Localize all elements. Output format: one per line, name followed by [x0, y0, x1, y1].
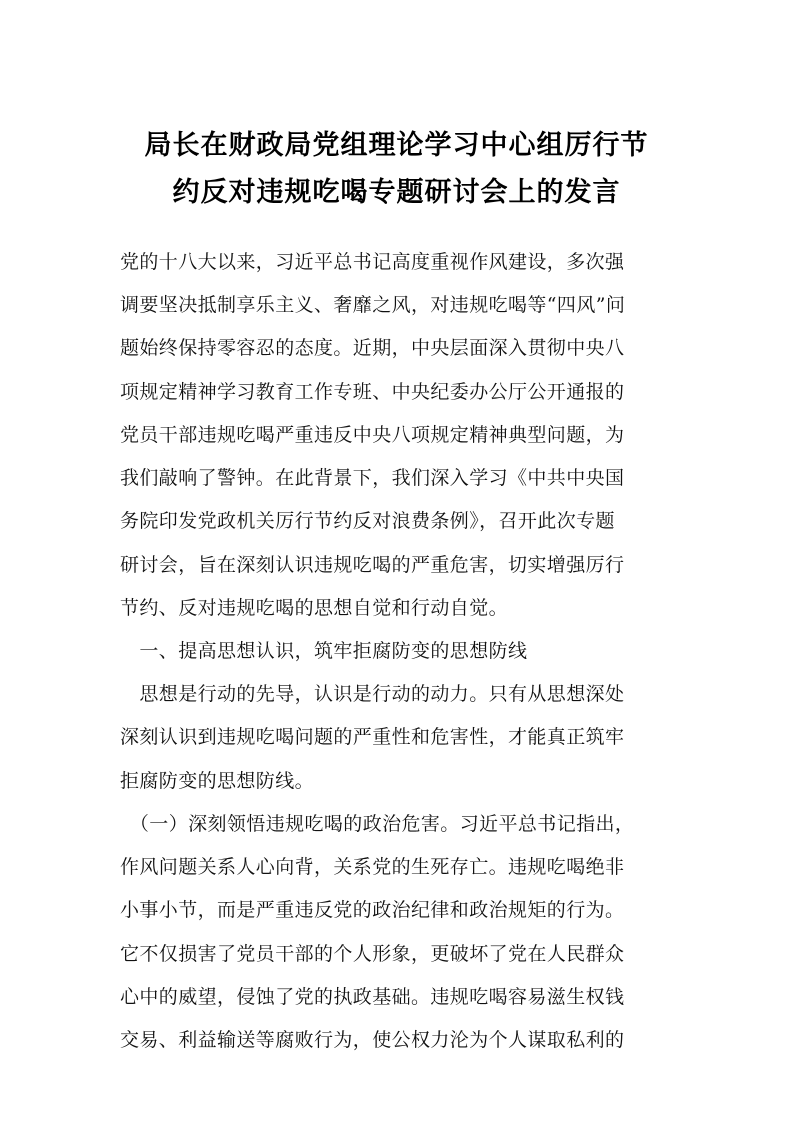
- body-line: 我们敲响了警钟。在此背景下，我们深入学习《中共中央国: [120, 467, 625, 489]
- body-line: 思想是行动的先导，认识是行动的动力。只有从思想深处: [120, 683, 625, 705]
- body-line: 作风问题关系人心向背，关系党的生死存亡。违规吃喝绝非: [120, 856, 625, 878]
- body-line: （一）深刻领悟违规吃喝的政治危害。习近平总书记指出，: [120, 813, 635, 835]
- body-line: 拒腐防变的思想防线。: [120, 770, 315, 792]
- body-line: 交易、利益输送等腐败行为，使公权力沦为个人谋取私利的: [120, 1029, 625, 1051]
- body-line: 调要坚决抵制享乐主义、奢靡之风，对违规吃喝等“四风”问: [120, 294, 626, 316]
- body-line: 项规定精神学习教育工作专班、中央纪委办公厅公开通报的: [120, 381, 625, 403]
- body-line: 题始终保持零容忍的态度。近期，中央层面深入贯彻中央八: [120, 337, 625, 359]
- body-line: 心中的威望，侵蚀了党的执政基础。违规吃喝容易滋生权钱: [120, 986, 625, 1008]
- document-title-line-1: 局长在财政局党组理论学习中心组厉行节: [144, 130, 649, 161]
- body-line: 研讨会，旨在深刻认识违规吃喝的严重危害，切实增强厉行: [120, 554, 625, 576]
- body-line: 务院印发党政机关厉行节约反对浪费条例》，召开此次专题: [120, 510, 615, 532]
- body-line: 深刻认识到违规吃喝问题的严重性和危害性，才能真正筑牢: [120, 726, 625, 748]
- document-title-line-2: 约反对违规吃喝专题研讨会上的发言: [172, 177, 621, 208]
- section-heading-line: 一、提高思想认识，筑牢拒腐防变的思想防线: [120, 640, 528, 662]
- body-line: 党员干部违规吃喝严重违反中央八项规定精神典型问题，为: [120, 424, 625, 446]
- body-line: 党的十八大以来，习近平总书记高度重视作风建设，多次强: [120, 251, 625, 273]
- body-line: 小事小节，而是严重违反党的政治纪律和政治规矩的行为。: [120, 899, 625, 921]
- body-line: 它不仅损害了党员干部的个人形象，更破坏了党在人民群众: [120, 943, 625, 965]
- body-line: 节约、反对违规吃喝的思想自觉和行动自觉。: [120, 597, 509, 619]
